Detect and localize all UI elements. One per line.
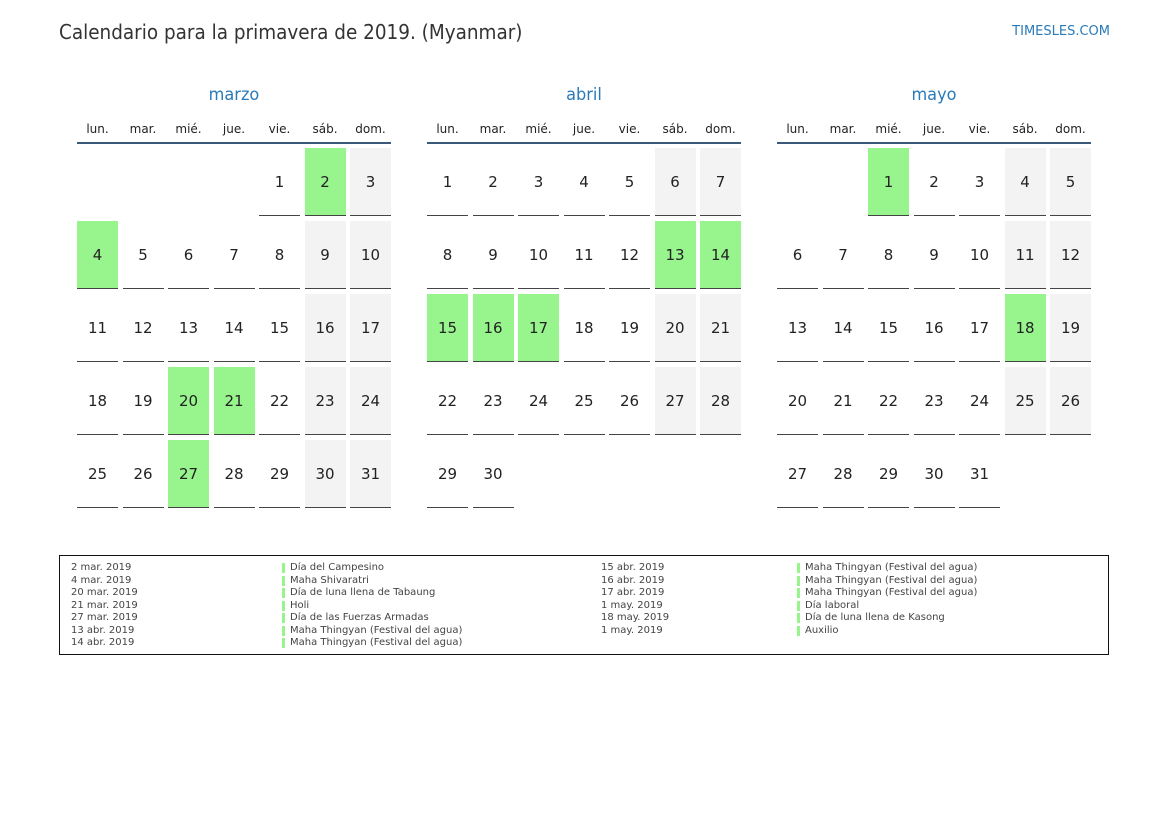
legend-holiday-text: Día del Campesino (290, 562, 385, 573)
day-cell: 4 (1005, 148, 1046, 216)
weekday-label: mié. (175, 122, 202, 136)
weekday-label: jue. (222, 122, 246, 136)
day-cell: 5 (123, 221, 164, 289)
empty-cell (168, 148, 209, 216)
day-cell: 17 (959, 294, 1000, 362)
month-march (77, 84, 391, 508)
day-cell: 24 (959, 367, 1000, 435)
day-cell: 10 (959, 221, 1000, 289)
holiday-day-cell: 17 (518, 294, 559, 362)
legend-holiday-name (282, 637, 462, 650)
legend-holiday-text: Maha Thingyan (Festival del agua) (290, 637, 463, 648)
legend-holiday-text: Maha Thingyan (Festival del agua) (805, 562, 978, 573)
holiday-day-cell: 13 (655, 221, 696, 289)
weekday-label: vie. (268, 122, 291, 136)
legend-holiday-name (797, 587, 977, 600)
legend-date: 17 abr. 2019 (601, 587, 665, 598)
day-cell: 13 (168, 294, 209, 362)
legend-holiday-text: Día de luna llena de Kasong (805, 612, 945, 623)
legend-left-dates (71, 562, 138, 650)
legend-date: 13 abr. 2019 (71, 624, 135, 636)
day-cell: 20 (655, 294, 696, 362)
empty-cell (214, 148, 255, 216)
holiday-day-cell: 27 (168, 440, 209, 508)
day-cell: 9 (473, 221, 514, 289)
empty-cell (77, 148, 118, 216)
page-title: Calendario para la primavera de 2019. (Myanmar) (59, 20, 523, 44)
day-cell: 14 (823, 294, 864, 362)
day-grid (77, 148, 391, 508)
legend-holiday-text: Maha Thingyan (Festival del agua) (805, 587, 978, 598)
holiday-marker-icon (282, 576, 285, 586)
day-cell: 3 (518, 148, 559, 216)
day-cell: 8 (868, 221, 909, 289)
day-cell: 19 (609, 294, 650, 362)
weekday-label: jue. (572, 122, 596, 136)
day-cell: 5 (1050, 148, 1091, 216)
day-cell: 15 (259, 294, 300, 362)
day-grid (427, 148, 741, 508)
day-cell: 31 (959, 440, 1000, 508)
weekday-label: sáb. (662, 122, 688, 136)
legend-holiday-name (797, 612, 977, 625)
day-cell: 11 (564, 221, 605, 289)
day-cell: 30 (473, 440, 514, 508)
day-cell: 4 (564, 148, 605, 216)
holiday-marker-icon (282, 613, 285, 623)
weekday-label: dom. (1055, 122, 1086, 136)
day-cell: 2 (914, 148, 955, 216)
day-cell: 18 (77, 367, 118, 435)
site-link[interactable]: TIMESLES.COM (1012, 24, 1110, 39)
legend-holiday-text: Maha Shivaratri (290, 574, 369, 586)
legend-date: 2 mar. 2019 (71, 562, 132, 573)
day-cell: 11 (1005, 221, 1046, 289)
weekday-header (427, 116, 741, 144)
day-cell: 22 (259, 367, 300, 435)
legend-holiday-name (282, 625, 462, 638)
month-name: mayo (911, 85, 957, 105)
day-cell: 1 (259, 148, 300, 216)
day-cell: 6 (777, 221, 818, 289)
legend-holiday-text: Día de luna llena de Tabaung (290, 587, 436, 598)
holiday-day-cell: 14 (700, 221, 741, 289)
day-cell: 8 (427, 221, 468, 289)
day-cell: 20 (777, 367, 818, 435)
legend-holiday-text: Holi (290, 599, 310, 611)
day-cell: 24 (518, 367, 559, 435)
day-cell: 1 (427, 148, 468, 216)
weekday-label: jue. (922, 122, 946, 136)
holiday-day-cell: 20 (168, 367, 209, 435)
day-cell: 12 (123, 294, 164, 362)
holiday-legend (59, 555, 1109, 655)
legend-holiday-name (797, 575, 977, 588)
weekday-label: dom. (355, 122, 386, 136)
holiday-day-cell: 1 (868, 148, 909, 216)
holiday-marker-icon (797, 576, 800, 586)
holiday-marker-icon (282, 588, 285, 598)
day-cell: 19 (123, 367, 164, 435)
legend-holiday-text: Día laboral (805, 599, 860, 611)
weekday-label: sáb. (312, 122, 338, 136)
day-cell: 17 (350, 294, 391, 362)
empty-cell (777, 148, 818, 216)
weekday-label: sáb. (1012, 122, 1038, 136)
legend-holiday-name (282, 587, 462, 600)
weekday-label: mié. (525, 122, 552, 136)
legend-holiday-name (282, 612, 462, 625)
legend-holiday-name (797, 562, 977, 575)
day-cell: 12 (609, 221, 650, 289)
holiday-day-cell: 4 (77, 221, 118, 289)
day-cell: 23 (305, 367, 346, 435)
legend-date: 21 mar. 2019 (71, 599, 138, 611)
day-cell: 30 (914, 440, 955, 508)
legend-left-names (282, 562, 462, 650)
day-cell: 13 (777, 294, 818, 362)
day-cell: 7 (214, 221, 255, 289)
day-cell: 6 (655, 148, 696, 216)
legend-holiday-text: Maha Thingyan (Festival del agua) (805, 574, 978, 586)
weekday-label: dom. (705, 122, 736, 136)
legend-date: 4 mar. 2019 (71, 574, 132, 586)
legend-right-dates (601, 562, 669, 637)
month-name: marzo (208, 85, 260, 105)
legend-date: 1 may. 2019 (601, 599, 663, 611)
holiday-marker-icon (282, 638, 285, 648)
legend-holiday-text: Maha Thingyan (Festival del agua) (290, 624, 463, 636)
day-cell: 10 (518, 221, 559, 289)
holiday-marker-icon (797, 613, 800, 623)
holiday-marker-icon (797, 588, 800, 598)
day-grid (777, 148, 1091, 508)
weekday-header (777, 116, 1091, 144)
weekday-label: vie. (968, 122, 991, 136)
day-cell: 21 (700, 294, 741, 362)
day-cell: 18 (564, 294, 605, 362)
day-cell: 28 (823, 440, 864, 508)
day-cell: 26 (1050, 367, 1091, 435)
legend-holiday-text: Auxilio (805, 624, 839, 636)
weekday-label: mar. (129, 122, 157, 136)
holiday-day-cell: 15 (427, 294, 468, 362)
holiday-day-cell: 16 (473, 294, 514, 362)
day-cell: 25 (564, 367, 605, 435)
legend-date: 27 mar. 2019 (71, 612, 138, 623)
day-cell: 29 (259, 440, 300, 508)
holiday-marker-icon (797, 601, 800, 611)
weekday-label: mar. (829, 122, 857, 136)
holiday-day-cell: 21 (214, 367, 255, 435)
day-cell: 29 (427, 440, 468, 508)
holiday-marker-icon (282, 601, 285, 611)
day-cell: 16 (914, 294, 955, 362)
legend-holiday-name (797, 600, 977, 613)
day-cell: 19 (1050, 294, 1091, 362)
weekday-header (77, 116, 391, 144)
legend-holiday-name (282, 562, 462, 575)
empty-cell (123, 148, 164, 216)
holiday-marker-icon (282, 563, 285, 573)
day-cell: 27 (777, 440, 818, 508)
day-cell: 9 (914, 221, 955, 289)
holiday-day-cell: 18 (1005, 294, 1046, 362)
legend-date: 1 may. 2019 (601, 624, 663, 636)
month-april (427, 84, 741, 508)
legend-holiday-name (282, 600, 462, 613)
day-cell: 28 (214, 440, 255, 508)
day-cell: 21 (823, 367, 864, 435)
day-cell: 8 (259, 221, 300, 289)
holiday-marker-icon (797, 563, 800, 573)
weekday-label: mar. (479, 122, 507, 136)
weekday-label: lun. (86, 122, 109, 136)
day-cell: 22 (427, 367, 468, 435)
legend-holiday-name (282, 575, 462, 588)
holiday-day-cell: 2 (305, 148, 346, 216)
day-cell: 3 (959, 148, 1000, 216)
holiday-marker-icon (797, 626, 800, 636)
day-cell: 14 (214, 294, 255, 362)
day-cell: 30 (305, 440, 346, 508)
day-cell: 24 (350, 367, 391, 435)
day-cell: 26 (123, 440, 164, 508)
day-cell: 27 (655, 367, 696, 435)
weekday-label: lun. (786, 122, 809, 136)
day-cell: 5 (609, 148, 650, 216)
day-cell: 7 (823, 221, 864, 289)
day-cell: 25 (77, 440, 118, 508)
legend-right-names (797, 562, 977, 637)
day-cell: 10 (350, 221, 391, 289)
day-cell: 23 (473, 367, 514, 435)
legend-holiday-text: Día de las Fuerzas Armadas (290, 612, 429, 623)
legend-date: 20 mar. 2019 (71, 587, 138, 598)
day-cell: 2 (473, 148, 514, 216)
day-cell: 11 (77, 294, 118, 362)
day-cell: 22 (868, 367, 909, 435)
day-cell: 6 (168, 221, 209, 289)
weekday-label: mié. (875, 122, 902, 136)
day-cell: 7 (700, 148, 741, 216)
weekday-label: lun. (436, 122, 459, 136)
day-cell: 28 (700, 367, 741, 435)
weekday-label: vie. (618, 122, 641, 136)
day-cell: 25 (1005, 367, 1046, 435)
month-name: abril (566, 85, 602, 105)
legend-date: 15 abr. 2019 (601, 562, 665, 573)
day-cell: 15 (868, 294, 909, 362)
day-cell: 3 (350, 148, 391, 216)
day-cell: 29 (868, 440, 909, 508)
day-cell: 12 (1050, 221, 1091, 289)
legend-date: 18 may. 2019 (601, 612, 670, 623)
legend-date: 14 abr. 2019 (71, 637, 135, 648)
empty-cell (823, 148, 864, 216)
holiday-marker-icon (282, 626, 285, 636)
month-may (777, 84, 1091, 508)
day-cell: 31 (350, 440, 391, 508)
day-cell: 16 (305, 294, 346, 362)
day-cell: 23 (914, 367, 955, 435)
day-cell: 9 (305, 221, 346, 289)
legend-date: 16 abr. 2019 (601, 574, 665, 586)
legend-holiday-name (797, 625, 977, 638)
day-cell: 26 (609, 367, 650, 435)
